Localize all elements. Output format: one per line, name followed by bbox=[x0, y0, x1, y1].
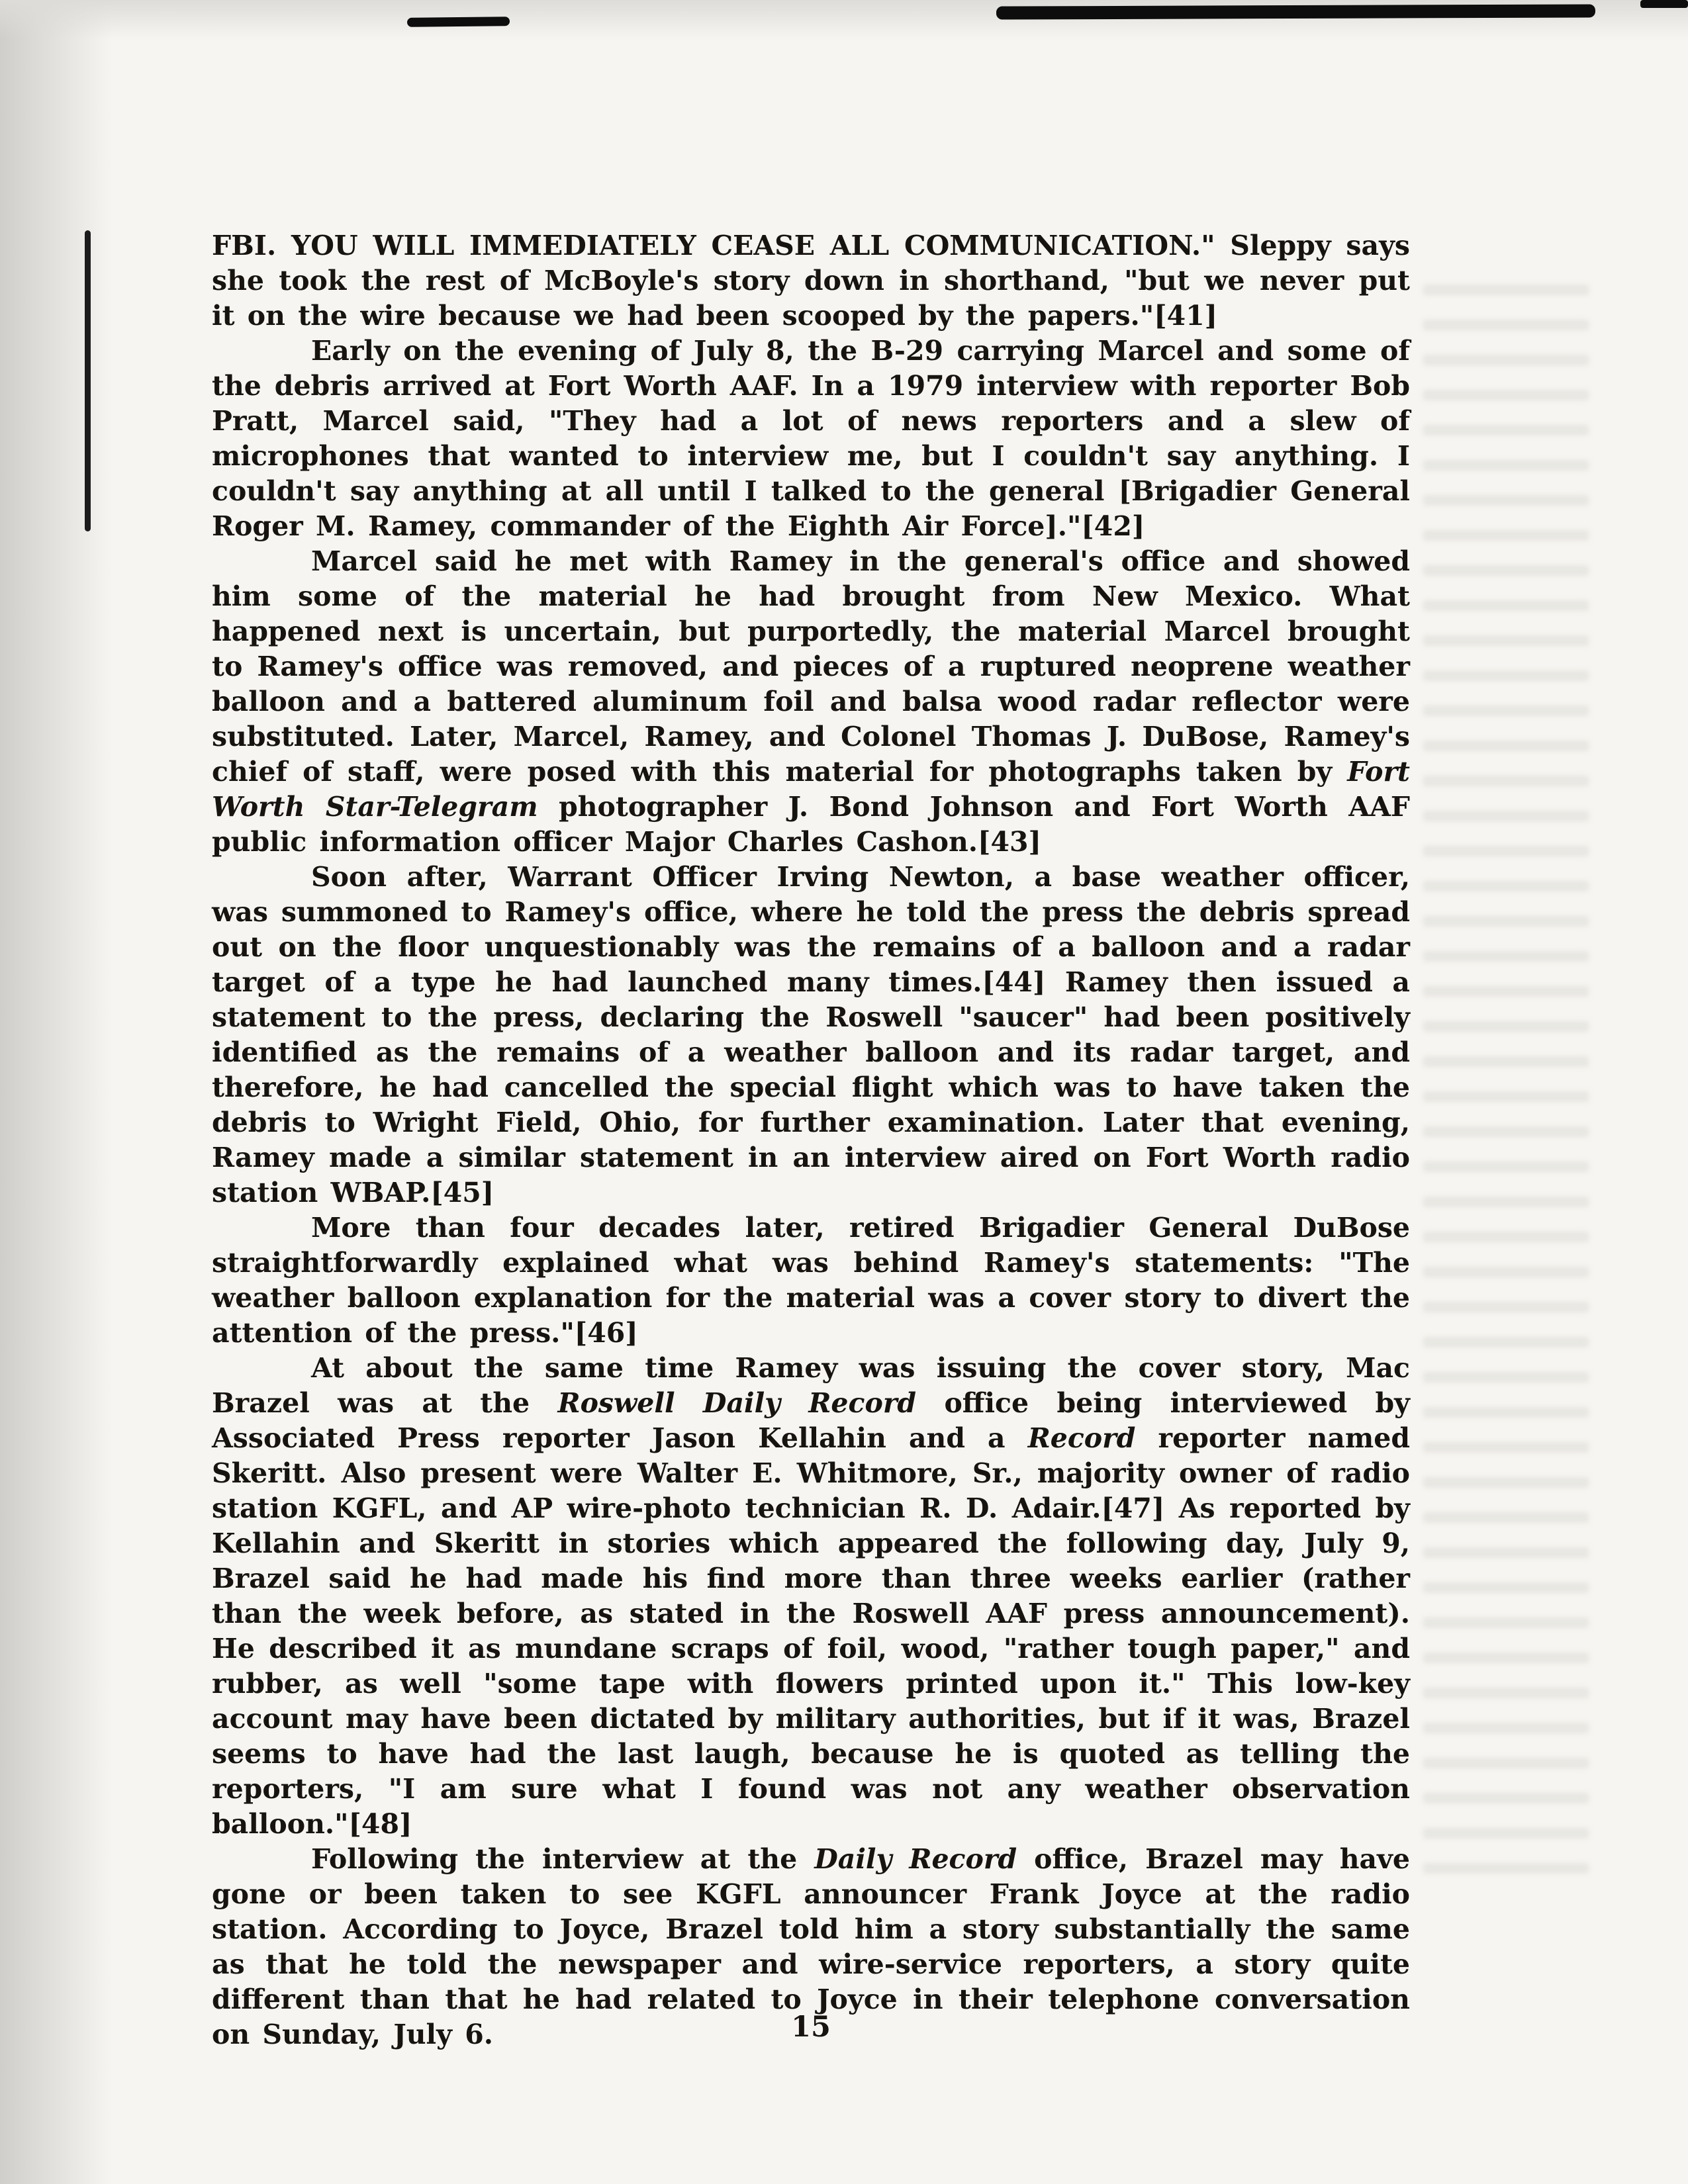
scan-artifact bbox=[407, 17, 510, 27]
text-run: FBI. YOU WILL IMMEDIATELY CEASE ALL COMMUNICATION." Sleppy says she took the rest of McBoyle's story down in shorthand, "but we never put it on the wire because we had been scooped by the papers."[41] bbox=[212, 230, 1410, 332]
text-run: At about the same time Ramey was issuing the cover story, Mac Brazel was at the bbox=[212, 1352, 1410, 1419]
page-bleed-through bbox=[1423, 285, 1589, 1886]
italic-text-run: Daily Record bbox=[814, 1843, 1017, 1875]
paragraph bbox=[212, 1210, 1410, 1351]
paragraph bbox=[212, 1351, 1410, 1842]
text-run: office being interviewed by Associated Press reporter Jason Kellahin and a bbox=[212, 1387, 1411, 1454]
text-run: More than four decades later, retired Brigadier General DuBose straightforwardly explained what was behind Ramey's statements: "The weather balloon explanation for the material was a cover story to divert the attention of the press."[46] bbox=[212, 1212, 1410, 1349]
paragraph bbox=[212, 860, 1410, 1210]
text-run: Following the interview at the bbox=[311, 1843, 815, 1875]
text-run: reporter named Skeritt. Also present were Walter E. Whitmore, Sr., majority owner of radio station KGFL, and AP wire-photo technician R. D. Adair.[47] As reported by Kellahin and Skeritt in stories which appeared the following day, July 9, Brazel said he had made his find more than three weeks earlier (rather than the week before, as stated in the Roswell AAF press announcement). He described it as mundane scraps of foil, wood, "rather tough paper," and rubber, as well "some tape with flowers printed upon it." This low-key account may have been dictated by military authorities, but if it was, Brazel seems to have had the last laugh, because he is quoted as telling the reporters, "I am sure what I found was not any weather observation balloon."[48] bbox=[212, 1422, 1410, 1840]
paragraph bbox=[212, 334, 1410, 544]
text-run: photographer J. Bond Johnson and Fort Worth AAF public information officer Major Charles Cashon.[43] bbox=[212, 791, 1410, 858]
scan-artifact bbox=[1640, 0, 1688, 8]
text-run: office, Brazel may have gone or been taken to see KGFL announcer Frank Joyce at the radio station. According to Joyce, Brazel told him a story substantially the same as that he told the newspaper and wire-service reporters, a story quite different than that he had related to Joyce in their telephone conversation on Sunday, July 6. bbox=[212, 1843, 1410, 2050]
italic-text-run: Record bbox=[1027, 1422, 1136, 1454]
paragraph bbox=[212, 228, 1410, 334]
document-body bbox=[212, 228, 1410, 2052]
italic-text-run: Roswell Daily Record bbox=[557, 1387, 917, 1419]
text-run: Soon after, Warrant Officer Irving Newton, a base weather officer, was summoned to Ramey's office, where he told the press the debris spread out on the floor unquestionably was the remains of a balloon and a radar target of a type he had launched many times.[44] Ramey then issued a statement to the press, declaring the Roswell "saucer" had been positively identified as the remains of a weather balloon and its radar target, and therefore, he had cancelled the special flight which was to have taken the debris to Wright Field, Ohio, for further examination. Later that evening, Ramey made a similar statement in an interview aired on Fort Worth radio station WBAP.[45] bbox=[212, 861, 1410, 1208]
scan-artifact bbox=[996, 4, 1595, 19]
text-run: Early on the evening of July 8, the B-29 carrying Marcel and some of the debris arrived at Fort Worth AAF. In a 1979 interview with reporter Bob Pratt, Marcel said, "They had a lot of news reporters and a slew of microphones that wanted to interview me, but I couldn't say anything. I couldn't say anything at all until I talked to the general [Brigadier General Roger M. Ramey, commander of the Eighth Air Force]."[42] bbox=[212, 335, 1410, 542]
page-number: 15 bbox=[791, 2011, 831, 2044]
paragraph bbox=[212, 544, 1410, 860]
text-run: Marcel said he met with Ramey in the general's office and showed him some of the material he had brought from New Mexico. What happened next is uncertain, but purportedly, the material Marcel brought to Ramey's office was removed, and pieces of a ruptured neoprene weather balloon and a battered aluminum foil and balsa wood radar reflector were substituted. Later, Marcel, Ramey, and Colonel Thomas J. DuBose, Ramey's chief of staff, were posed with this material for photographs taken by bbox=[212, 545, 1410, 788]
scan-artifact bbox=[85, 230, 91, 531]
italic-text-run: Fort Worth Star-Telegram bbox=[212, 756, 1410, 823]
